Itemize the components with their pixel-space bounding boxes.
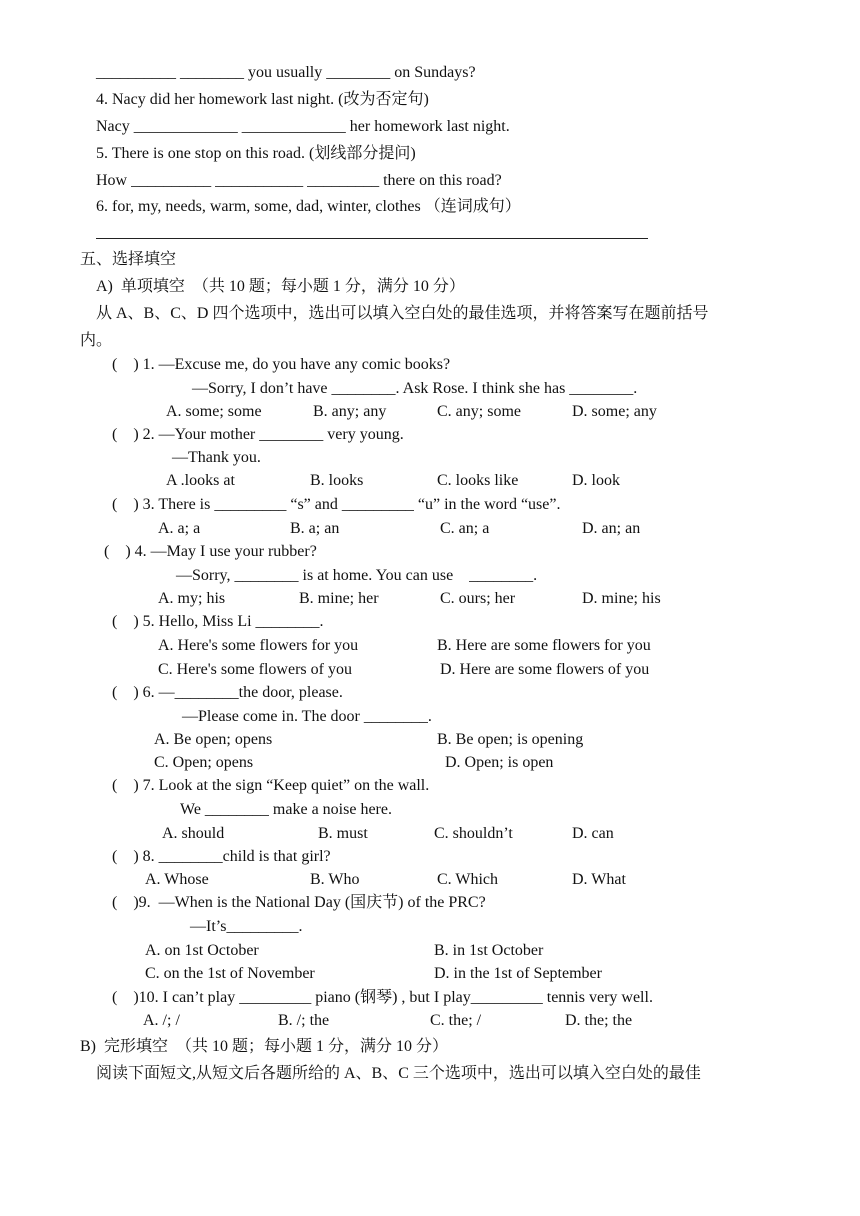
q5-stem: ( ) 5. Hello, Miss Li ________. [112, 613, 324, 630]
q2-option-a: A .looks at [166, 472, 235, 489]
q6-option-c: C. Open; opens [154, 754, 254, 771]
q10-option-a: A. /; / [143, 1012, 180, 1029]
q2-option-c: C. looks like [437, 472, 519, 489]
section-a-heading: A) 单项填空 （共 10 题；每小题 1 分，满分 10 分） [96, 278, 465, 295]
q8-option-b: B. Who [310, 871, 360, 888]
q9-option-c: C. on the 1st of November [145, 965, 315, 982]
q1-line2: —Sorry, I don’t have ________. Ask Rose. I think she has ________. [192, 380, 638, 397]
part4-q4: 4. Nacy did her homework last night. (改为否定句) [96, 91, 429, 108]
q3-option-a: A. a; a [158, 520, 201, 537]
section-a-instructions-1: 从 A、B、C、D 四个选项中，选出可以填入空白处的最佳选项，并将答案写在题前括号 [96, 305, 709, 322]
q3-option-d: D. an; an [582, 520, 641, 537]
q10-stem: ( )10. I can’t play _________ piano (钢琴) , but I play_________ tennis very well. [112, 989, 653, 1006]
q6-line2: —Please come in. The door ________. [182, 708, 432, 725]
q2-option-b: B. looks [310, 472, 364, 489]
q7-line2: We ________ make a noise here. [180, 801, 392, 818]
q6-option-d: D. Open; is open [445, 754, 554, 771]
part4-q4-answer: Nacy _____________ _____________ her homework last night. [96, 118, 510, 135]
q9-line2: —It’s_________. [190, 918, 303, 935]
part4-q5: 5. There is one stop on this road. (划线部分提问) [96, 145, 416, 162]
q4-stem: ( ) 4. —May I use your rubber? [104, 543, 317, 560]
q6-option-b: B. Be open; is opening [437, 731, 584, 748]
q5-option-c: C. Here's some flowers of you [158, 661, 352, 678]
q8-option-d: D. What [572, 871, 626, 888]
q8-stem: ( ) 8. ________child is that girl? [112, 848, 331, 865]
q1-option-b: B. any; any [313, 403, 387, 420]
q3-option-b: B. a; an [290, 520, 340, 537]
q4-option-b: B. mine; her [299, 590, 379, 607]
q1-option-c: C. any; some [437, 403, 521, 420]
q9-option-d: D. in the 1st of September [434, 965, 602, 982]
q4-option-c: C. ours; her [440, 590, 516, 607]
q1-option-a: A. some; some [166, 403, 262, 420]
q7-stem: ( ) 7. Look at the sign “Keep quiet” on the wall. [112, 777, 430, 794]
q10-option-c: C. the; / [430, 1012, 482, 1029]
q9-option-b: B. in 1st October [434, 942, 544, 959]
q6-stem: ( ) 6. —________the door, please. [112, 684, 343, 701]
q7-option-a: A. should [162, 825, 225, 842]
q5-option-a: A. Here's some flowers for you [158, 637, 359, 654]
q2-stem: ( ) 2. —Your mother ________ very young. [112, 426, 404, 443]
q3-stem: ( ) 3. There is _________ “s” and _________ “u” in the word “use”. [112, 496, 561, 513]
q9-option-a: A. on 1st October [145, 942, 259, 959]
q5-option-b: B. Here are some flowers for you [437, 637, 651, 654]
q1-option-d: D. some; any [572, 403, 657, 420]
q10-option-d: D. the; the [565, 1012, 633, 1029]
q3-option-c: C. an; a [440, 520, 490, 537]
q7-option-c: C. shouldn’t [434, 825, 513, 842]
part4-q3-line: __________ ________ you usually ________ on Sundays? [96, 64, 476, 81]
q6-option-a: A. Be open; opens [154, 731, 273, 748]
section-b-heading: B) 完形填空 （共 10 题；每小题 1 分，满分 10 分） [80, 1038, 449, 1055]
q7-option-b: B. must [318, 825, 368, 842]
q7-option-d: D. can [572, 825, 614, 842]
q5-option-d: D. Here are some flowers of you [440, 661, 650, 678]
q2-option-d: D. look [572, 472, 620, 489]
q8-option-c: C. Which [437, 871, 499, 888]
q4-option-a: A. my; his [158, 590, 226, 607]
q4-line2: —Sorry, ________ is at home. You can use ________. [176, 567, 538, 584]
part4-q6: 6. for, my, needs, warm, some, dad, winter, clothes （连词成句） [96, 198, 521, 215]
q8-option-a: A. Whose [145, 871, 209, 888]
part4-q5-answer: How __________ ___________ _________ there on this road? [96, 172, 502, 189]
q2-line2: —Thank you. [172, 449, 261, 466]
q9-stem: ( )9. —When is the National Day (国庆节) of the PRC? [112, 894, 486, 911]
section-b-instructions: 阅读下面短文,从短文后各题所给的 A、B、C 三个选项中，选出可以填入空白处的最佳 [96, 1065, 701, 1082]
part5-heading: 五、选择填空 [80, 251, 177, 268]
q10-option-b: B. /; the [278, 1012, 330, 1029]
q1-stem: ( ) 1. —Excuse me, do you have any comic books? [112, 356, 451, 373]
section-a-instructions-2: 内。 [80, 332, 113, 349]
q4-option-d: D. mine; his [582, 590, 661, 607]
answer-line [96, 238, 648, 239]
